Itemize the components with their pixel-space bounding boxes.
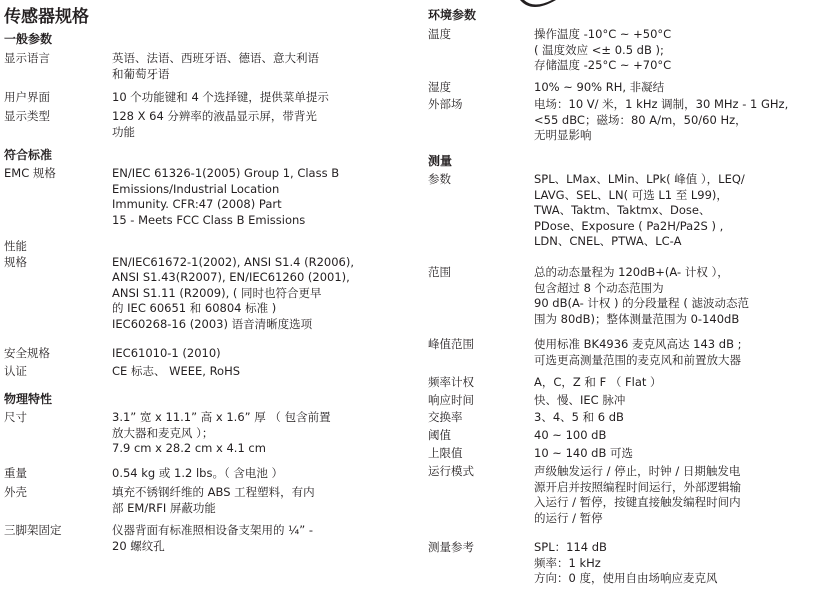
spec-value: EN/IEC61672-1(2002), ANSI S1.4 (R2006), ANSI S1.43(R2007), EN/IEC61260 (2001), ANSI S1.11 (R2009), ( 同时也符合更早 的 IEC 60651 和 60804 标准 ) IEC60268-16 (2003) 语音清晰度选项 xyxy=(112,254,354,331)
spec-label: 峰值范围 xyxy=(428,337,474,351)
spec-value: IEC61010-1 (2010) xyxy=(112,346,221,360)
spec-value: 3.1” 宽 x 11.1” 高 x 1.6” 厚 （ 包含前置 放大器和麦克风 ）； 7.9 cm x 28.2 cm x 4.1 cm xyxy=(112,410,331,455)
section-heading-physical: 物理特性 xyxy=(4,392,53,406)
brand-swoosh-icon xyxy=(518,0,558,12)
spec-value: 仪器背面有标准照相设备支架用的 ¼” - 20 螺纹孔 xyxy=(112,523,314,553)
spec-label: 参数 xyxy=(428,172,451,186)
spec-value: SPL：114 dB 频率：1 kHz 方向：0 度，使用自由场响应麦克风 xyxy=(534,540,718,585)
spec-label: 温度 xyxy=(428,27,451,41)
spec-label: 范围 xyxy=(428,265,451,279)
spec-label: 湿度 xyxy=(428,80,451,94)
section-heading-measurement: 测量 xyxy=(428,154,453,168)
spec-value: 使用标准 BK4936 麦克风高达 143 dB ; 可选更高测量范围的麦克风和前置放大器 xyxy=(534,337,742,367)
spec-value: 英语、法语、西班牙语、德语、意大利语 和葡萄牙语 xyxy=(112,51,319,81)
spec-value: CE 标志、 WEEE, RoHS xyxy=(112,364,241,378)
spec-label: EMC 规格 xyxy=(4,166,56,180)
spec-value: 填充不锈钢纤维的 ABS 工程塑料，有内 部 EM/RFI 屏蔽功能 xyxy=(112,485,315,515)
section-heading-environment: 环境参数 xyxy=(428,8,477,22)
spec-value: 总的动态量程为 120dB+(A- 计权 ）， 包含超过 8 个动态范围为 90 dB(A- 计权 ) 的分段量程 ( 滤波动态范 围为 80dB)；整体测量范围为 0-140dB xyxy=(534,265,749,326)
spec-value: 128 X 64 分辨率的液晶显示屏，带背光 功能 xyxy=(112,109,317,139)
page-title: 传感器规格 xyxy=(4,7,89,27)
spec-label: 安全规格 xyxy=(4,346,50,360)
spec-label: 三脚架固定 xyxy=(4,523,62,537)
spec-value: EN/IEC 61326-1(2005) Group 1, Class B Emissions/Industrial Location Immunity. CFR:47 (2008) Part 15 - Meets FCC Class B Emissions xyxy=(112,166,340,227)
spec-label: 尺寸 xyxy=(4,410,27,424)
spec-label: 频率计权 xyxy=(428,375,474,389)
spec-value: 操作温度 -10°C ~ +50°C ( 温度效应 <± 0.5 dB ); 存储温度 -25°C ~ +70°C xyxy=(534,27,672,72)
spec-label: 运行模式 xyxy=(428,464,474,478)
spec-label: 外部场 xyxy=(428,97,463,111)
spec-label: 重量 xyxy=(4,466,27,480)
spec-label: 阈值 xyxy=(428,428,451,442)
spec-label: 交换率 xyxy=(428,410,463,424)
section-heading-standards: 符合标准 xyxy=(4,148,53,162)
spec-value: 快、慢、IEC 脉冲 xyxy=(534,393,626,407)
spec-value: SPL、LMax、LMin、LPk( 峰值 ），LEQ/ LAVG、SEL、LN( 可选 L1 至 L99)， TWA、Taktm、Taktmx、Dose、 PDose、Exposure ( Pa2H/Pa2S ) , LDN、CNEL、PTWA、LC-A xyxy=(534,172,745,248)
spec-label: 认证 xyxy=(4,364,27,378)
spec-label: 上限值 xyxy=(428,446,463,460)
spec-label: 外壳 xyxy=(4,485,27,499)
spec-value: 电场：10 V/ 米，1 kHz 调制，30 MHz - 1 GHz, <55 dBC；磁场：80 A/m，50/60 Hz， 无明显影响 xyxy=(534,97,789,142)
section-heading-general: 一般参数 xyxy=(4,32,53,46)
spec-value: 10 个功能键和 4 个选择键，提供菜单提示 xyxy=(112,90,329,104)
spec-label: 性能 规格 xyxy=(4,239,27,269)
spec-value: 0.54 kg 或 1.2 lbs。（ 含电池 ） xyxy=(112,466,284,480)
spec-value: 10 ~ 140 dB 可选 xyxy=(534,446,634,460)
spec-value: 声级触发运行 / 停止，时钟 / 日期触发电 源开启并按照编程时间运行，外部逻辑输 入运行 / 暂停，按键直接触发编程时间内 的运行 / 暂停 xyxy=(534,464,741,525)
spec-label: 用户界面 xyxy=(4,90,50,104)
spec-value: A，C，Z 和 F （ Flat ） xyxy=(534,375,662,389)
spec-label: 响应时间 xyxy=(428,393,474,407)
spec-label: 显示类型 xyxy=(4,109,50,123)
spec-label: 测量参考 xyxy=(428,540,474,554)
spec-value: 3、4、5 和 6 dB xyxy=(534,410,624,424)
spec-label: 显示语言 xyxy=(4,51,50,65)
spec-value: 40 ~ 100 dB xyxy=(534,428,607,442)
spec-value: 10% ~ 90% RH, 非凝结 xyxy=(534,80,665,94)
